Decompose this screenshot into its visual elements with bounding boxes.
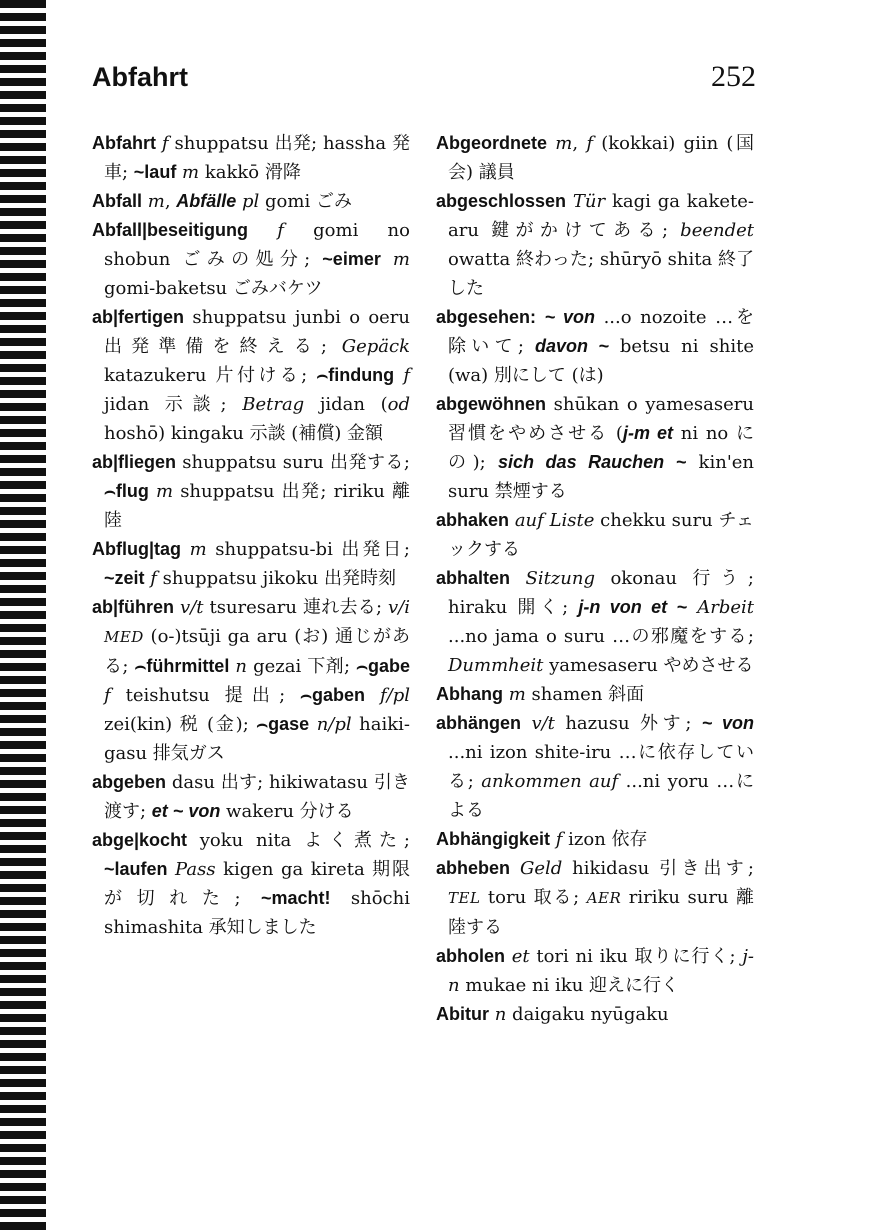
grammar-note: od [387, 394, 410, 415]
entry-text: mukae ni iku 迎えに行く [459, 975, 680, 996]
entry-text: okonau 行う; hiraku 開く; [448, 568, 754, 618]
grammar-note: m [508, 684, 526, 705]
headword-phrase: ~ von [701, 713, 754, 733]
dictionary-entry [436, 303, 754, 390]
headword: ~macht! [261, 888, 331, 908]
grammar-note: f [161, 133, 169, 154]
headword-phrase: j-m et [622, 423, 673, 443]
dictionary-entry [436, 854, 754, 942]
entry-text [510, 568, 525, 589]
headword: ⌢gaben [300, 685, 366, 705]
dictionary-entry [92, 129, 410, 187]
entry-text: ...o nozoite …を除いて; [448, 307, 754, 357]
grammar-note: Betrag [242, 394, 305, 415]
grammar-note: v/i [388, 597, 410, 618]
left-column [92, 129, 410, 942]
entry-text: gezai 下剤; [247, 656, 357, 677]
entry-text: teishutsu 提出; [110, 685, 301, 706]
entry-text: shuppatsu junbi o oeru 出発準備を終える; [104, 307, 410, 357]
grammar-note: Arbeit [697, 597, 754, 618]
headword: abgeben [92, 772, 167, 792]
grammar-note: m [147, 191, 165, 212]
headword: ~laufen [104, 859, 168, 879]
entry-text: shuppatsu-bi 出発日; [206, 539, 410, 560]
headword: Abgeordnete [436, 133, 548, 153]
grammar-note: beendet [680, 220, 754, 241]
entry-text: shōchi shimashita 承知しました [104, 888, 410, 938]
entry-text: shamen 斜面 [525, 684, 645, 705]
dictionary-entry [92, 535, 410, 593]
dictionary-entry [436, 942, 754, 1000]
entry-text: shuppatsu suru 出発する; [176, 452, 410, 473]
headword: ⌢flug [104, 481, 149, 501]
entry-text [510, 858, 520, 879]
entry-text: ...no jama o suru …の邪魔をする; [448, 626, 754, 647]
grammar-note: n [235, 656, 247, 677]
entry-text: ni no にの); [448, 423, 754, 473]
entry-text: yoku nita よく煮た; [187, 830, 410, 851]
dictionary-entry [92, 448, 410, 535]
entry-text [566, 191, 573, 212]
grammar-note: pl [242, 191, 260, 212]
entry-text: haiki-gasu 排気ガス [104, 714, 410, 764]
headword: ~lauf [133, 162, 177, 182]
entry-text: (o-)tsūji ga aru (お) 通じがある; [104, 626, 410, 677]
entry-text [248, 220, 277, 241]
headword: Abitur [436, 1004, 489, 1024]
entry-text: betsu ni shite (wa) 別にして (は) [448, 336, 754, 386]
dictionary-entry [92, 768, 410, 826]
entry-text: kin'en suru 禁煙する [448, 452, 755, 502]
entry-text: tsuresaru 連れ去る; [203, 597, 388, 618]
page-header [92, 62, 756, 102]
headword-phrase: et ~ von [151, 801, 221, 821]
entry-text: tori ni iku 取りに行く; [529, 946, 743, 967]
headword: Abhängigkeit [436, 829, 551, 849]
grammar-note: n [494, 1004, 507, 1025]
headword: ab|führen [92, 597, 175, 617]
headword: Abhang [436, 684, 503, 704]
grammar-note: et [511, 946, 530, 967]
grammar-note: Pass [175, 859, 216, 880]
dictionary-entry [92, 216, 410, 303]
thumb-index-stripes [0, 0, 46, 1230]
entry-text: hikidasu 引き出す; [562, 858, 754, 879]
entry-text: wakeru 分ける [220, 801, 354, 822]
entry-text: jidan 示談; [104, 394, 243, 415]
entry-text: kigen ga kireta 期限が切れた; [104, 859, 410, 909]
entry-text: owatta 終わった; shūryō shita 終了した [448, 249, 754, 299]
headword: Abfahrt [92, 133, 156, 153]
grammar-note: auf Liste [514, 510, 595, 531]
entry-text [365, 685, 380, 706]
field-label: AER [586, 889, 622, 907]
entry-text: ...ni izon shite-iru …に依存している; [448, 742, 754, 792]
grammar-note: j-n [448, 946, 754, 996]
grammar-note: ankommen auf [481, 771, 619, 792]
entry-text: chekku suru チェックする [448, 510, 754, 560]
grammar-note: f/pl [379, 685, 410, 706]
grammar-note: n/pl [316, 714, 352, 735]
entry-text [181, 539, 190, 560]
entry-text [309, 714, 317, 735]
dictionary-entry [436, 506, 754, 564]
entry-text: ririku suru 離陸する [448, 887, 754, 938]
entry-text: , [572, 133, 587, 154]
grammar-note: f [586, 133, 593, 154]
field-label: TEL [448, 889, 481, 907]
headword-phrase: ~ von [544, 307, 595, 327]
grammar-note: v/t [180, 597, 204, 618]
grammar-note: Sitzung [525, 568, 595, 589]
dictionary-entry [436, 680, 754, 709]
grammar-note: f [150, 568, 157, 589]
entry-text [381, 249, 393, 270]
grammar-note: Geld [519, 858, 563, 879]
headword: ab|fertigen [92, 307, 185, 327]
entry-text: jidan ( [304, 394, 388, 415]
headword: ~zeit [104, 568, 145, 588]
grammar-note: f [277, 220, 284, 241]
dictionary-entry [92, 593, 410, 768]
entry-text: kagi ga kakete-aru 鍵がかけてある; [448, 191, 754, 241]
entry-text: kakkō 滑降 [199, 162, 301, 183]
grammar-note: Tür [572, 191, 606, 212]
entry-text: shūkan o yamesaseru 習慣をやめさせる ( [448, 394, 754, 444]
headword: abheben [436, 858, 511, 878]
headword-phrase: davon ~ [535, 336, 609, 356]
dictionary-entry [436, 825, 754, 854]
grammar-note: m [155, 481, 174, 502]
entry-text [505, 946, 512, 967]
entry-text [536, 307, 545, 328]
entry-text: gomi-baketsu ごみバケツ [104, 278, 323, 299]
dictionary-entry [436, 129, 754, 187]
dictionary-entry [436, 564, 754, 680]
headword: ⌢gase [256, 714, 310, 734]
headword: ⌢gabe [356, 656, 410, 676]
headword: abholen [436, 946, 506, 966]
headword-phrase: sich das Rauchen ~ [497, 452, 687, 472]
entry-text: toru 取る; [480, 887, 587, 908]
grammar-note: m [555, 133, 573, 154]
entry-text: daigaku nyūgaku [506, 1004, 669, 1025]
entry-text [394, 365, 403, 386]
grammar-note: m [189, 539, 207, 560]
dictionary-entry [436, 709, 754, 825]
grammar-note: Dummheit [448, 655, 544, 676]
entry-text: shuppatsu jikoku 出発時刻 [156, 568, 396, 589]
headword: abhängen [436, 713, 522, 733]
entry-text [168, 859, 176, 880]
field-label: MED [104, 628, 144, 646]
headword-phrase: j-n von et ~ [578, 597, 688, 617]
entry-text: izon 依存 [562, 829, 648, 850]
headword: Abflug|tag [92, 539, 182, 559]
headword: Abfall|beseitigung [92, 220, 249, 240]
dictionary-entry [92, 187, 410, 216]
headword: abgeschlossen [436, 191, 567, 211]
entry-text: yamesaseru やめさせる [543, 655, 754, 676]
dictionary-entry [436, 1000, 754, 1029]
entry-text [149, 481, 156, 502]
entry-text: (kokkai) giin (国会) 議員 [448, 133, 754, 183]
entry-text: katazukeru 片付ける; [104, 365, 317, 386]
headword: abhaken [436, 510, 510, 530]
entry-text: gomi ごみ [259, 191, 352, 212]
entry-text [521, 713, 531, 734]
headword: abgewöhnen [436, 394, 547, 414]
entry-text: hazusu 外す; [554, 713, 702, 734]
headword: ~eimer [322, 249, 381, 269]
grammar-note: f [555, 829, 563, 850]
dictionary-entry [92, 826, 410, 942]
headword: abgesehen: [436, 307, 537, 327]
headword: abhalten [436, 568, 511, 588]
headword: ⌢führmittel [134, 656, 230, 676]
headword: ab|fliegen [92, 452, 177, 472]
grammar-note: f [403, 365, 410, 386]
grammar-note: m [182, 162, 200, 183]
grammar-note: v/t [531, 713, 555, 734]
headword: Abfall [92, 191, 143, 211]
grammar-note: Gepäck [341, 336, 410, 357]
dictionary-entry [436, 187, 754, 303]
headword: ⌢findung [316, 365, 395, 385]
entry-text: gomi no shobun ごみの処分; [104, 220, 410, 270]
entry-text: dasu 出す; hikiwatasu 引き渡す; [104, 772, 410, 822]
entry-text: hoshō) kingaku 示談 (補償) 金額 [104, 423, 384, 444]
entry-text: zei(kin) 税 (金); [104, 714, 257, 735]
dictionary-entry [92, 303, 410, 448]
headword: abge|kocht [92, 830, 188, 850]
entry-text [687, 597, 697, 618]
page-number: 252 [711, 60, 756, 93]
entry-text: shuppatsu 出発; ririku 離陸 [104, 481, 410, 531]
entry-text: shuppatsu 出発; hassha 発車; [104, 133, 410, 183]
dictionary-entry [436, 390, 754, 506]
page-title: Abfahrt [92, 62, 188, 92]
headword-phrase: Abfälle [176, 191, 237, 211]
grammar-note: m [392, 249, 410, 270]
entry-text: , [164, 191, 177, 212]
entry-text: ...ni yoru …による [448, 771, 754, 821]
grammar-note: f [104, 685, 111, 706]
right-column [436, 129, 754, 1029]
